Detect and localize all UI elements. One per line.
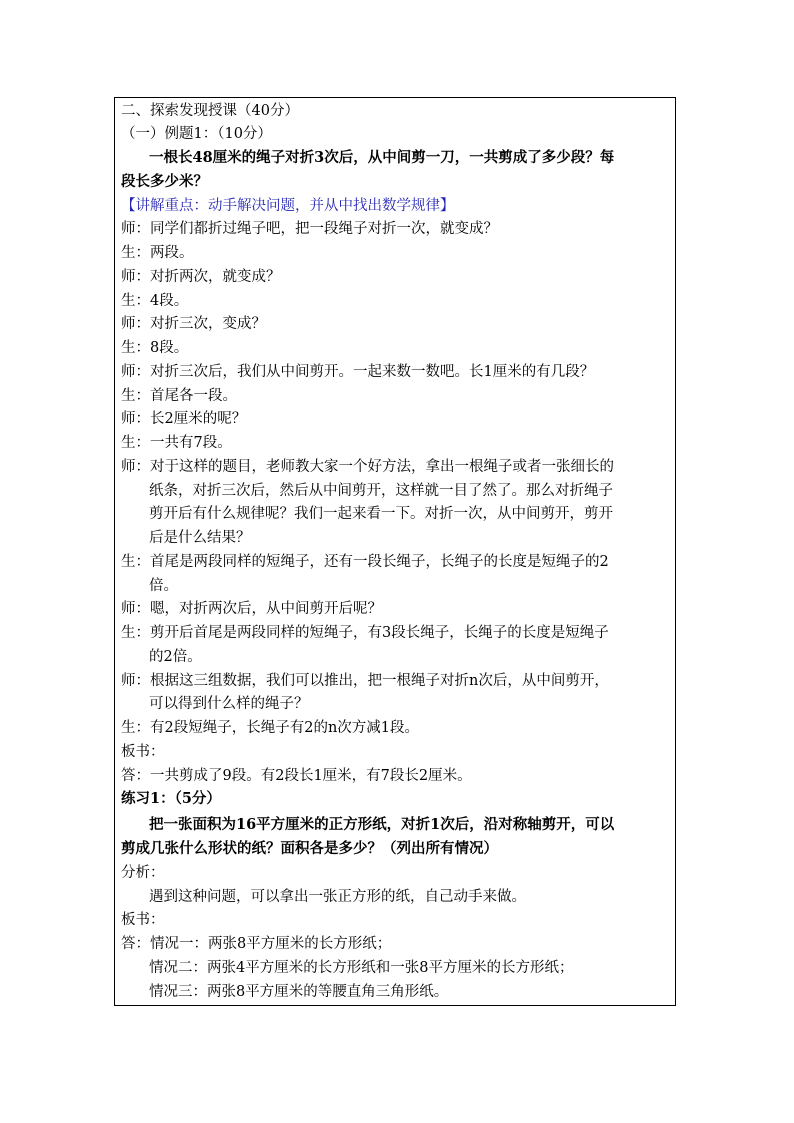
example-heading: （一）例题1：（10分） xyxy=(121,126,272,142)
analysis-text: 遇到这种问题，可以拿出一张正方形的纸，自己动手来做。 xyxy=(149,889,526,905)
exercise-problem-line-2: 剪成几张什么形状的纸？面积各是多少？（列出所有情况） xyxy=(121,840,498,857)
dialogue-line: 生：一共有7段。 xyxy=(121,435,232,451)
dialogue-line: 生：首尾是两段同样的短绳子，还有一段长绳子，长绳子的长度是短绳子的2 xyxy=(121,554,609,570)
dialogue-line: 师：对于这样的题目，老师教大家一个好方法，拿出一根绳子或者一张细长的 xyxy=(121,459,614,475)
dialogue-line: 师：根据这三组数据，我们可以推出，把一根绳子对折n次后，从中间剪开， xyxy=(121,673,609,689)
dialogue-line: 的2倍。 xyxy=(149,649,202,665)
key-point-note: 【讲解重点：动手解决问题，并从中找出数学规律】 xyxy=(121,198,455,214)
exercise-answer-case-3: 情况三：两张8平方厘米的等腰直角三角形纸。 xyxy=(149,984,449,1000)
dialogue-line: 纸条，对折三次后，然后从中间剪开，这样就一目了然了。那么对折绳子 xyxy=(149,483,613,499)
dialogue-line: 剪开后有什么规律呢？我们一起来看一下。对折一次，从中间剪开，剪开 xyxy=(149,506,613,522)
dialogue-line: 师：对折三次后，我们从中间剪开。一起来数一数吧。长1厘米的有几段？ xyxy=(121,364,595,380)
lesson-table-cell xyxy=(114,97,676,1006)
section-title: 二、探索发现授课（40分） xyxy=(121,103,299,119)
dialogue-line: 师：对折三次，变成？ xyxy=(121,316,266,332)
dialogue-line: 生：两段。 xyxy=(121,245,194,261)
dialogue-line: 生：8段。 xyxy=(121,340,189,356)
dialogue-line: 生：有2段短绳子，长绳子有2的n次方减1段。 xyxy=(121,720,420,736)
board-label: 板书： xyxy=(121,744,165,760)
dialogue-line: 生：剪开后首尾是两段同样的短绳子，有3段长绳子，长绳子的长度是短绳子 xyxy=(121,625,609,641)
exercise-problem-line-1: 把一张面积为16平方厘米的正方形纸，对折1次后，沿对称轴剪开，可以 xyxy=(149,816,615,833)
dialogue-line: 后是什么结果？ xyxy=(149,530,251,546)
exercise-answer-case-1: 答：情况一：两张8平方厘米的长方形纸； xyxy=(121,936,392,952)
dialogue-line: 可以得到什么样的绳子？ xyxy=(149,696,309,712)
dialogue-line: 生：首尾各一段。 xyxy=(121,388,237,404)
exercise-answer-case-2: 情况二：两张4平方厘米的长方形纸和一张8平方厘米的长方形纸； xyxy=(149,960,574,976)
dialogue-line: 生：4段。 xyxy=(121,293,189,309)
example-problem-line-2: 段长多少米？ xyxy=(121,173,208,190)
dialogue-line: 师：嗯，对折两次后，从中间剪开后呢？ xyxy=(121,601,382,617)
dialogue-line: 师：同学们都折过绳子吧，把一段绳子对折一次，就变成？ xyxy=(121,221,498,237)
example-answer: 答：一共剪成了9段。有2段长1厘米，有7段长2厘米。 xyxy=(121,768,472,784)
exercise-heading: 练习1：（5分） xyxy=(121,790,221,807)
dialogue-line: 师：对折两次，就变成？ xyxy=(121,269,281,285)
analysis-label: 分析： xyxy=(121,865,165,881)
dialogue-line: 倍。 xyxy=(149,578,178,594)
example-problem-line-1: 一根长48厘米的绳子对折3次后，从中间剪一刀，一共剪成了多少段？每 xyxy=(149,149,615,166)
dialogue-line: 师：长2厘米的呢？ xyxy=(121,411,247,427)
exercise-board-label: 板书： xyxy=(121,912,165,928)
